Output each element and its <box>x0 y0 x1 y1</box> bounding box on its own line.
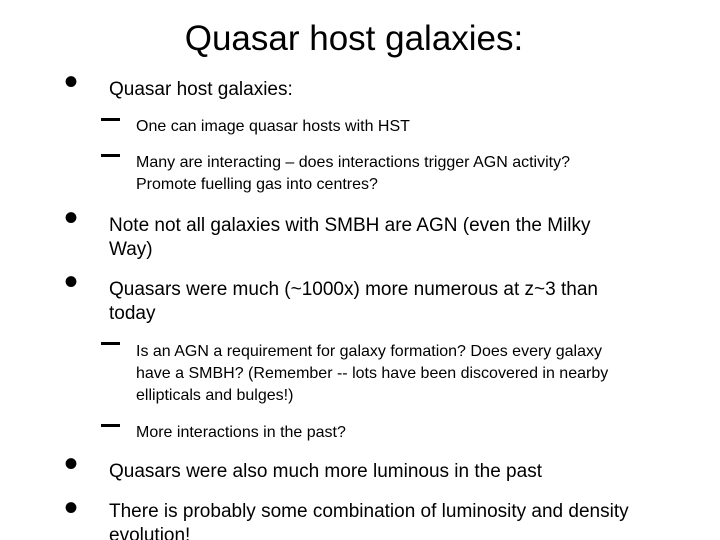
bullet-icon: • <box>64 60 79 104</box>
bullet-text-numerous-line-1: Quasars were much (~1000x) more numerous at z~3 than <box>109 279 598 300</box>
bullet-text-evolution-line-1: There is probably some combination of luminosity and density <box>109 501 629 522</box>
subpoint-agn-requirement-line-1: Is an AGN a requirement for galaxy formation? Does every galaxy <box>136 343 602 360</box>
bullet-text-evolution-line-2: evolution! <box>109 525 191 540</box>
bullet-text-luminous: Quasars were also much more luminous in the past <box>109 461 542 482</box>
bullet-icon: • <box>64 260 79 304</box>
bullet-icon: • <box>64 486 79 530</box>
subpoint-more-interactions: More interactions in the past? <box>136 424 346 441</box>
bullet-text-quasar-host-galaxies: Quasar host galaxies: <box>109 79 293 100</box>
subpoint-interacting-continued: Promote fuelling gas into centres? <box>136 176 378 193</box>
subpoint-interacting: Many are interacting – does interactions trigger AGN activity? <box>136 154 570 171</box>
bullet-icon: • <box>64 196 79 240</box>
dash-icon <box>101 424 120 427</box>
dash-icon <box>101 154 120 157</box>
subpoint-agn-requirement-line-3: ellipticals and bulges!) <box>136 387 294 404</box>
slide-title: Quasar host galaxies: <box>184 19 524 58</box>
dash-icon <box>101 342 120 345</box>
bullet-text-smbh-line-2: Way) <box>109 239 153 260</box>
bullet-text-numerous-line-2: today <box>109 303 156 324</box>
bullet-icon: • <box>64 442 79 486</box>
dash-icon <box>101 118 120 121</box>
bullet-text-smbh-line-1: Note not all galaxies with SMBH are AGN (even the Milky <box>109 215 591 236</box>
subpoint-image-quasar-hosts: One can image quasar hosts with HST <box>136 118 410 135</box>
subpoint-agn-requirement-line-2: have a SMBH? (Remember -- lots have been discovered in nearby <box>136 365 609 382</box>
